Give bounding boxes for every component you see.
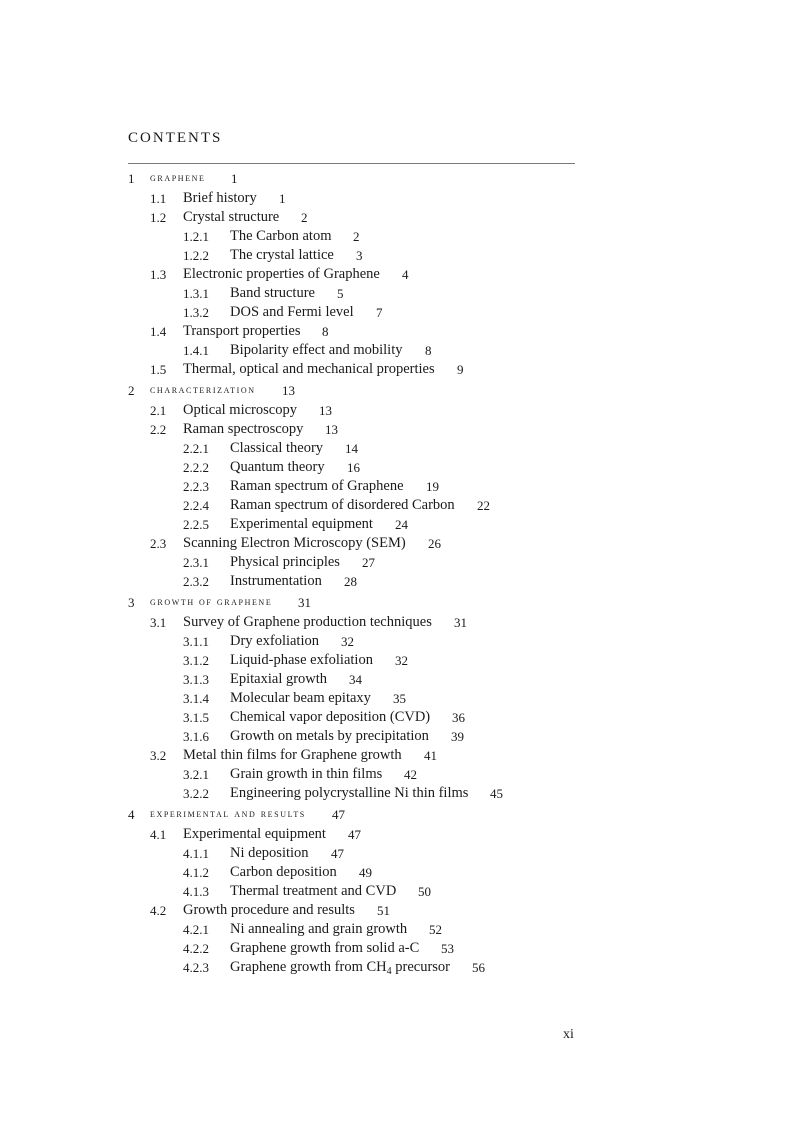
toc-entry-page: 16 — [347, 460, 360, 475]
toc-entry-number: 3.1.5 — [183, 710, 209, 725]
contents-heading: CONTENTS — [128, 130, 223, 146]
toc-entry-number: 2 — [128, 383, 135, 398]
toc-entry-number: 4.1 — [150, 827, 167, 842]
toc-entry-page: 22 — [477, 498, 490, 513]
toc-entry-title: Growth procedure and results — [183, 902, 355, 918]
toc-entry-title: characterization — [150, 384, 256, 396]
toc-entry-page: 3 — [356, 248, 363, 263]
toc-entry-title: Brief history — [183, 190, 257, 206]
toc-entry-number: 4.1.1 — [183, 846, 209, 861]
toc-entry-page: 24 — [395, 517, 408, 532]
toc-entry-title: Optical microscopy — [183, 402, 297, 418]
toc-entry-title: Epitaxial growth — [230, 671, 328, 687]
toc-entry-number: 3.2.1 — [183, 767, 209, 782]
toc-entry-title: Survey of Graphene production techniques — [183, 614, 432, 630]
toc-entry-title: Engineering polycrystalline Ni thin films — [230, 785, 469, 801]
toc-entry-title: growth of graphene — [150, 596, 273, 608]
toc-entry-page: 41 — [424, 748, 437, 763]
toc-entry-page: 27 — [362, 555, 375, 570]
toc-entry-title: Classical theory — [230, 440, 324, 456]
toc-entry-page: 53 — [441, 941, 454, 956]
toc-entry-title: Raman spectrum of Graphene — [230, 478, 404, 494]
toc-entry-number: 3.1 — [150, 615, 167, 630]
toc-entry-title: Physical principles — [230, 554, 340, 570]
toc-entry-page: 4 — [402, 267, 409, 282]
toc-entry-title-text: Graphene growth from CH — [230, 959, 387, 975]
toc-entry-number: 2.2.2 — [183, 460, 209, 475]
toc-entry-title: Liquid-phase exfoliation — [230, 652, 373, 668]
toc-entry-title: Electronic properties of Graphene — [183, 266, 380, 282]
toc-entry-page: 1 — [279, 191, 286, 206]
toc-entry-page: 9 — [457, 362, 464, 377]
toc-entry-number: 1.2.1 — [183, 229, 209, 244]
toc-entry-title: Grain growth in thin films — [230, 766, 383, 782]
toc-entry-page: 34 — [349, 672, 362, 687]
toc-entry-page: 13 — [319, 403, 332, 418]
toc-entry-title: Thermal, optical and mechanical properties — [183, 361, 435, 377]
toc-entry-page: 2 — [353, 229, 360, 244]
toc-entry-number: 3.2.2 — [183, 786, 209, 801]
toc-entry-number: 2.2 — [150, 422, 167, 437]
toc-entry-title: Raman spectroscopy — [183, 421, 304, 437]
toc-entry-number: 1.2.2 — [183, 248, 209, 263]
toc-entry-page: 32 — [341, 634, 354, 649]
toc-entry-page: 56 — [472, 960, 485, 975]
toc-entry-page: 7 — [376, 305, 383, 320]
toc-entry-page: 31 — [454, 615, 467, 630]
toc-entry-page: 36 — [452, 710, 465, 725]
toc-entry-number: 3.1.6 — [183, 729, 209, 744]
toc-entry-page: 13 — [325, 422, 338, 437]
toc-entry-title: Transport properties — [183, 323, 301, 339]
toc-entry-page: 50 — [418, 884, 431, 899]
toc-entry-title: Metal thin films for Graphene growth — [183, 747, 402, 763]
toc-entry-number: 3.1.4 — [183, 691, 209, 706]
toc-entry-number: 1.3.1 — [183, 286, 209, 301]
toc-entry-number: 4.2.1 — [183, 922, 209, 937]
toc-entry-page: 19 — [426, 479, 439, 494]
toc-entry-title: Bipolarity effect and mobility — [230, 342, 403, 358]
toc-entry-number: 2.3.2 — [183, 574, 209, 589]
toc-entry-number: 1.5 — [150, 362, 167, 377]
toc-entry-number: 2.2.4 — [183, 498, 209, 513]
toc-entry-number: 3.2 — [150, 748, 167, 763]
toc-entry-page: 47 — [332, 807, 345, 822]
toc-entry-number: 3.1.3 — [183, 672, 209, 687]
toc-entry-title: Chemical vapor deposition (CVD) — [230, 709, 431, 725]
toc-entry-number: 2.2.3 — [183, 479, 209, 494]
toc-entry-number: 4.2 — [150, 903, 167, 918]
toc-entry-page: 5 — [337, 286, 344, 301]
toc-entry-number: 1.1 — [150, 191, 167, 206]
toc-entry-title: Molecular beam epitaxy — [230, 690, 371, 706]
toc-entry-number: 3.1.2 — [183, 653, 209, 668]
toc-entry-page: 13 — [282, 383, 295, 398]
toc-entry-page: 47 — [348, 827, 361, 842]
toc-entry-title: Crystal structure — [183, 209, 280, 225]
toc-entry-page: 8 — [322, 324, 329, 339]
toc-entry-title: DOS and Fermi level — [230, 304, 354, 320]
toc-entry-page: 8 — [425, 343, 432, 358]
toc-entry-number: 4.2.3 — [183, 960, 209, 975]
toc-entry-title-subscript: 4 — [386, 966, 392, 977]
toc-entry-title-suffix: precursor — [391, 959, 451, 975]
toc-entry-number: 4 — [128, 807, 135, 822]
toc-entry-number: 1.3.2 — [183, 305, 209, 320]
toc-entry-number: 1.4.1 — [183, 343, 209, 358]
toc-entry-title: Ni deposition — [230, 845, 309, 861]
toc-entry-title: Experimental equipment — [183, 826, 326, 842]
toc-entry-page: 39 — [451, 729, 464, 744]
toc-entry-page: 42 — [404, 767, 417, 782]
toc-entry-page: 26 — [428, 536, 441, 551]
toc-entry-number: 2.2.5 — [183, 517, 209, 532]
toc-entry-title: experimental and results — [150, 808, 306, 820]
toc-entry-number: 4.2.2 — [183, 941, 209, 956]
toc-entry-title: The crystal lattice — [230, 247, 334, 263]
toc-entry-title: The Carbon atom — [230, 228, 332, 244]
toc-entry-number: 2.3.1 — [183, 555, 209, 570]
toc-entry-page: 28 — [344, 574, 357, 589]
toc-entry-title: Scanning Electron Microscopy (SEM) — [183, 535, 406, 551]
toc-entry-number: 3.1.1 — [183, 634, 209, 649]
toc-entry-title: Carbon deposition — [230, 864, 337, 880]
toc-entry-title: Graphene growth from solid a-C — [230, 940, 420, 956]
toc-entry-title: Raman spectrum of disordered Carbon — [230, 497, 455, 513]
toc-entry-page: 31 — [298, 595, 311, 610]
toc-entry-page: 49 — [359, 865, 372, 880]
toc-entry-title: graphene — [150, 172, 206, 184]
toc-entry-title: Ni annealing and grain growth — [230, 921, 408, 937]
toc-entry-number: 2.2.1 — [183, 441, 209, 456]
toc-entry-page: 1 — [231, 171, 238, 186]
toc-entry-number: 4.1.2 — [183, 865, 209, 880]
toc-entry-page: 35 — [393, 691, 406, 706]
heading-rule — [128, 163, 575, 164]
toc-entry-page: 51 — [377, 903, 390, 918]
toc-entry-number: 1.2 — [150, 210, 167, 225]
toc-entry-page: 47 — [331, 846, 344, 861]
toc-entry-title: Dry exfoliation — [230, 633, 319, 649]
toc-entry-number: 1.3 — [150, 267, 167, 282]
toc-entry-page: 2 — [301, 210, 308, 225]
toc-entry-title: Thermal treatment and CVD — [230, 883, 397, 899]
toc-entry-number: 2.3 — [150, 536, 167, 551]
toc-entry-title: Instrumentation — [230, 573, 322, 589]
toc-entry-number: 1.4 — [150, 324, 167, 339]
toc-entry-title — [230, 958, 450, 977]
toc-entry-title: Experimental equipment — [230, 516, 373, 532]
toc-entry-title: Band structure — [230, 285, 315, 301]
page-number: xi — [563, 1027, 574, 1042]
toc-entry-number: 3 — [128, 595, 135, 610]
toc-entry-title: Growth on metals by precipitation — [230, 728, 429, 744]
toc-entry-title: Quantum theory — [230, 459, 325, 475]
toc-entry-page: 14 — [345, 441, 358, 456]
toc-entry-number: 2.1 — [150, 403, 167, 418]
toc-entry-number: 1 — [128, 171, 135, 186]
toc-entry-page: 32 — [395, 653, 408, 668]
toc-entry-page: 45 — [490, 786, 503, 801]
toc-entry-page: 52 — [429, 922, 442, 937]
toc-entry-number: 4.1.3 — [183, 884, 209, 899]
